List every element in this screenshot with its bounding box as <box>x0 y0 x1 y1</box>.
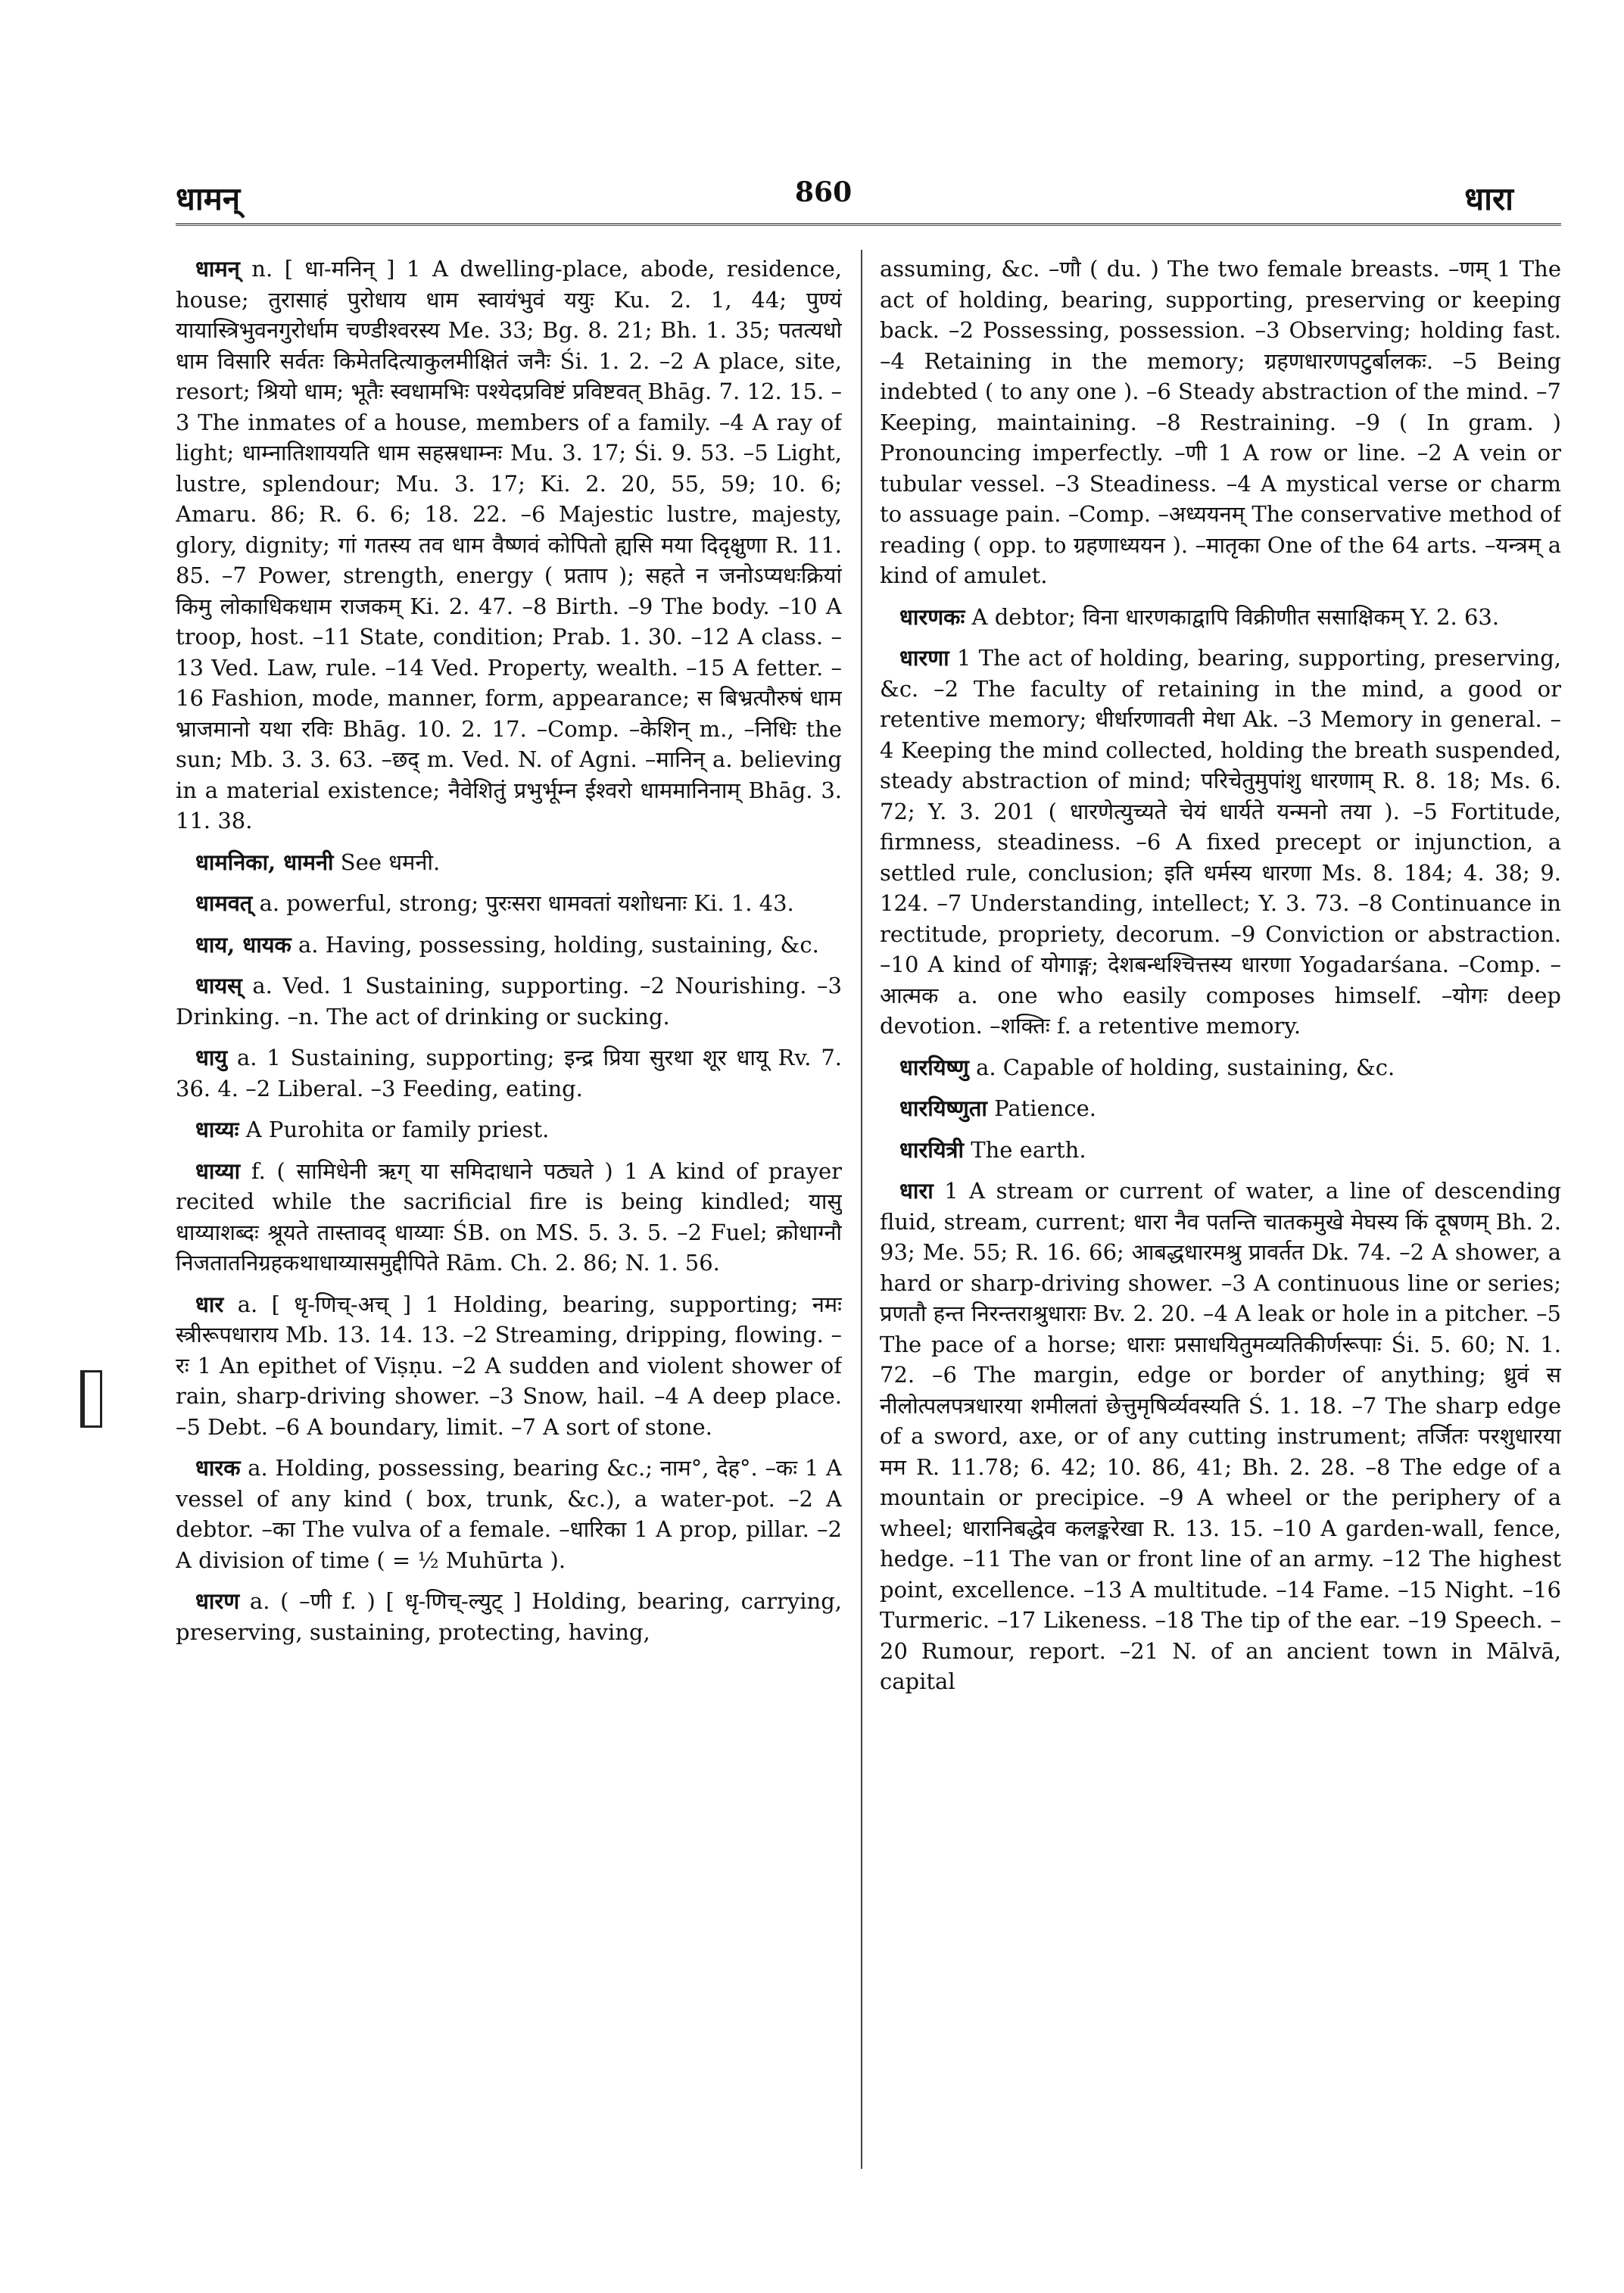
entry-definition: a. Having, possessing, holding, sustaining, &c. <box>298 931 819 958</box>
entry-definition: a. Capable of holding, sustaining, &c. <box>976 1054 1395 1080</box>
dictionary-entry <box>176 254 842 837</box>
entry-definition: a. powerful, strong; पुरःसरा धामवतां यशोधनाः Ki. 1. 43. <box>259 890 794 916</box>
dictionary-entry <box>176 1453 842 1575</box>
entry-headword: धारणकः <box>899 603 965 630</box>
dictionary-entry <box>880 643 1561 1042</box>
entry-headword: धाय, धायक <box>195 931 291 958</box>
entry-headword: धारा <box>899 1178 934 1204</box>
entry-headword: धारयिष्णुता <box>899 1095 987 1121</box>
left-column <box>176 254 842 2169</box>
left-guide-word: धामन् <box>176 180 241 217</box>
entry-definition: Patience. <box>994 1095 1096 1121</box>
dictionary-entry <box>880 1052 1561 1083</box>
entry-definition: f. ( सामिधेनी ऋग् या समिदाधाने पठ्यते ) 1 A kind of prayer recited while the sacrificial fire is being kindled; यासु धाय्याशब्दः श्रूयते तास्तावद् धाय्याः ŚB. on MS. 5. 3. 5. –2 Fuel; क्रोधाग्नौ निजतातनिग्रहकथाधाय्यासमुद्दीपिते Rām. Ch. 2. 86; N. 1. 56. <box>176 1157 842 1276</box>
entry-headword: धारण <box>195 1588 240 1614</box>
entry-headword: धायु <box>195 1045 228 1070</box>
dictionary-entry <box>176 970 842 1032</box>
right-guide-word: धारा <box>1464 180 1513 217</box>
dictionary-entry <box>880 602 1561 633</box>
dictionary-entry <box>880 1176 1561 1697</box>
right-column <box>880 254 1561 2169</box>
entry-definition: a. Ved. 1 Sustaining, supporting. –2 Nourishing. –3 Drinking. –n. The act of drinking or sucking. <box>176 973 842 1030</box>
entry-definition: assuming, &c. –णौ ( du. ) The two female breasts. –णम् 1 The act of holding, bearing, supporting, preserving or keeping back. –2 Possessing, possession. –3 Observing; holding fast. –4 Retaining in the memory; ग्रहणधारणपटुर्बालकः. –5 Being indebted ( to any one ). –6 Steady abstraction of the mind. –7 Keeping, maintaining. –8 Restraining. –9 ( In gram. ) Pronouncing imperfectly. –णी 1 A row or line. –2 A vein or tubular vessel. –3 Steadiness. –4 A mystical verse or charm to assuage pain. –Comp. –अध्ययनम् The conservative method of reading ( opp. to ग्रहणाध्ययन ). –मातृका One of the 64 arts. –यन्त्रम् a kind of amulet. <box>880 256 1561 588</box>
entry-headword: धारणा <box>899 645 949 671</box>
entry-definition: 1 A stream or current of water, a line of descending fluid, stream, current; धारा नैव पतन्ति चातकमुखे मेघस्य किं दूषणम् Bh. 2. 93; Me. 55; R. 16. 66; आबद्धधारमश्रु प्रावर्तत Dk. 74. –2 A shower, a hard or sharp-driving shower. –3 A continuous line or series; प्रणतौ हन्त निरन्तराश्रुधाराः Bv. 2. 20. –4 A leak or hole in a pitcher. –5 The pace of a horse; धाराः प्रसाधयितुमव्यतिकीर्णरूपाः Śi. 5. 60; N. 1. 72. –6 The margin, edge or border of anything; ध्रुवं स नीलोत्पलपत्रधारया शमीलतां छेत्तुमृषिर्व्यवस्यति Ś. 1. 18. –7 The sharp edge of a sword, axe, or of any cutting instrument; तर्जितः परशुधारया मम R. 11.78; 6. 42; 10. 86, 41; Bh. 2. 28. –8 The edge of a mountain or precipice. –9 A wheel or the periphery of a wheel; धारानिबद्धेव कलङ्करेखा R. 13. 15. –10 A garden-wall, fence, hedge. –11 The van or front line of an army. –12 The highest point, excellence. –13 A multitude. –14 Fame. –15 Night. –16 Turmeric. –17 Likeness. –18 The tip of the ear. –19 Speech. –20 Rumour, report. –21 N. of an ancient town in Mālvā, capital <box>880 1178 1561 1694</box>
dictionary-entry <box>176 888 842 919</box>
column-divider <box>861 250 862 2169</box>
dictionary-entry <box>176 1114 842 1145</box>
page-header <box>0 163 1624 223</box>
dictionary-entry <box>880 1093 1561 1124</box>
entry-headword: धार <box>195 1291 224 1317</box>
entry-headword: धारयिष्णु <box>899 1054 969 1080</box>
entry-definition: n. [ धा-मनिन् ] 1 A dwelling-place, abode, residence, house; तुरासाहं पुरोधाय धाम स्वायंभुवं ययुः Ku. 2. 1, 44; पुण्यं यायास्त्रिभुवनगुरोर्धाम चण्डीश्वरस्य Me. 33; Bg. 8. 21; Bh. 1. 35; पतत्यधो धाम विसारि सर्वतः किमेतदित्याकुलमीक्षितं जनैः Śi. 1. 2. –2 A place, site, resort; श्रियो धाम; भूतैः स्वधामभिः पश्येदप्रविष्टं प्रविष्टवत् Bhāg. 7. 12. 15. –3 The inmates of a house, members of a family. –4 A ray of light; धाम्नातिशाययति धाम सहस्रधाम्नः Mu. 3. 17; Śi. 9. 53. –5 Light, lustre, splendour; Mu. 3. 17; Ki. 2. 20, 55, 59; 10. 6; Amaru. 86; R. 6. 6; 18. 22. –6 Majestic lustre, majesty, glory, dignity; गां गतस्य तव धाम वैष्णवं कोपितो ह्यसि मया दिदृक्षुणा R. 11. 85. –7 Power, strength, energy ( प्रताप ); सहते न जनोऽप्यधःक्रियां किमु लोकाधिकधाम राजकम् Ki. 2. 47. –8 Birth. –9 The body. –10 A troop, host. –11 State, condition; Prab. 1. 30. –12 A class. –13 Ved. Law, rule. –14 Ved. Property, wealth. –15 A fetter. –16 Fashion, mode, manner, form, appearance; स बिभ्रत्पौरुषं धाम भ्राजमानो यथा रविः Bhāg. 10. 2. 17. –Comp. –केशिन् m., –निधिः the sun; Mb. 3. 3. 63. –छद् m. Ved. N. of Agni. –मानिन् a. believing in a material existence; नैवेशितुं प्रभुर्भूम्न ईश्वरो धाममानिनाम् Bhāg. 3. 11. 38. <box>176 256 842 833</box>
header-rule <box>176 223 1561 226</box>
entry-definition: a. 1 Sustaining, supporting; इन्द्र प्रिया सुरथा शूर धायू Rv. 7. 36. 4. –2 Liberal. –3 Feeding, eating. <box>176 1045 842 1101</box>
entry-definition: See धमनी. <box>340 849 441 875</box>
entry-definition: A debtor; विना धारणकाद्वापि विक्रीणीत ससाक्षिकम् Y. 2. 63. <box>971 603 1500 630</box>
entry-headword: धारयित्री <box>899 1136 965 1163</box>
dictionary-entry <box>176 1586 842 1647</box>
entry-definition: 1 The act of holding, bearing, supporting, preserving, &c. –2 The faculty of retaining in the mind, a good or retentive memory; धीर्धारणावती मेधा Ak. –3 Memory in general. –4 Keeping the mind collected, holding the breath suspended, steady abstraction of mind; परिचेतुमुपांशु धारणाम् R. 8. 18; Ms. 6. 72; Y. 3. 201 ( धारणेत्युच्यते चेयं धार्यते यन्मनो तया ). –5 Fortitude, firmness, steadiness. –6 A fixed precept or injunction, a settled rule, conclusion; इति धर्मस्य धारणा Ms. 8. 184; 4. 38; 9. 124. –7 Understanding, intellect; Y. 3. 73. –8 Continuance in rectitude, propriety, decorum. –9 Conviction or abstraction. –10 A kind of योगाङ्ग; देशबन्धश्चित्तस्य धारणा Yogadarśana. –Comp. –आत्मक a. one who easily composes himself. –योगः deep devotion. –शक्तिः f. a retentive memory. <box>880 645 1561 1039</box>
entry-definition: a. [ धृ-णिच्-अच् ] 1 Holding, bearing, supporting; नमः स्त्रीरूपधाराय Mb. 13. 14. 13. –2 Streaming, dripping, flowing. –रः 1 An epithet of Viṣṇu. –2 A sudden and violent shower of rain, sharp-driving shower. –3 Snow, hail. –4 A deep place. –5 Debt. –6 A boundary, limit. –7 A sort of stone. <box>176 1291 842 1440</box>
dictionary-entry <box>880 1135 1561 1166</box>
dictionary-entry <box>176 1156 842 1279</box>
entry-headword: धामवत् <box>195 890 253 916</box>
entry-headword: धामन् <box>195 256 240 282</box>
entry-headword: धामनिका, धामनी <box>195 849 334 875</box>
dictionary-entry <box>176 1289 842 1443</box>
entry-headword: धारक <box>195 1455 241 1481</box>
dictionary-entry <box>176 1042 842 1104</box>
margin-mark <box>80 1370 102 1428</box>
entry-headword: धाय्या <box>195 1157 241 1184</box>
entry-definition: a. Holding, possessing, bearing &c.; नाम°, देह°. –कः 1 A vessel of any kind ( box, trunk, &c.), a water-pot. –2 A debtor. –का The vulva of a female. –धारिका 1 A prop, pillar. –2 A division of time ( = ½ Muhūrta ). <box>176 1455 842 1573</box>
entry-definition: The earth. <box>971 1136 1086 1163</box>
entry-headword: धायस् <box>195 973 242 999</box>
entry-definition: A Purohita or family priest. <box>245 1117 550 1142</box>
dictionary-entry <box>176 930 842 961</box>
dictionary-entry <box>176 847 842 878</box>
dictionary-entry <box>880 254 1561 591</box>
page-number: 860 <box>795 176 853 208</box>
entry-headword: धाय्यः <box>195 1117 239 1142</box>
entry-definition: a. ( –णी f. ) [ धृ-णिच्-ल्युट् ] Holding, bearing, carrying, preserving, sustaining, protecting, having, <box>176 1588 842 1645</box>
